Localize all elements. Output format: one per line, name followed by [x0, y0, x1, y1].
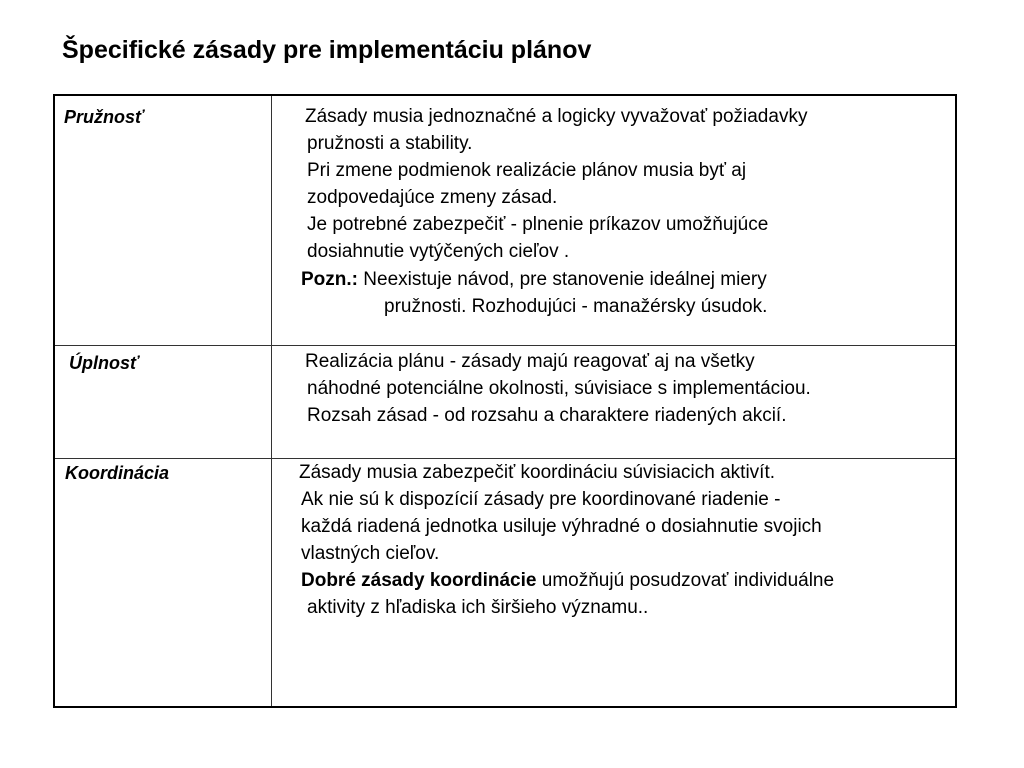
- row-text-line: aktivity z hľadiska ich širšieho významu..: [307, 597, 649, 618]
- row-text-line: dosiahnutie vytýčených cieľov .: [307, 241, 570, 262]
- column-divider: [271, 96, 272, 706]
- coordination-highlight-line: [301, 569, 834, 593]
- row-text-line: vlastných cieľov.: [301, 543, 440, 564]
- row-text-line: Realizácia plánu - zásady majú reagovať aj na všetky: [305, 351, 755, 372]
- row-text-line: pružnosti a stability.: [307, 133, 473, 154]
- row-text-line: náhodné potenciálne okolnosti, súvisiace s implementáciou.: [307, 378, 811, 399]
- row-text-line: zodpovedajúce zmeny zásad.: [307, 187, 558, 208]
- slide-title: Špecifické zásady pre implementáciu plánov: [62, 36, 592, 64]
- row-label-uplnost: Úplnosť: [69, 353, 139, 373]
- row-text-line: Je potrebné zabezpečiť - plnenie príkazov umožňujúce: [307, 214, 769, 235]
- principles-table: [53, 94, 957, 708]
- highlight-continuation: umožňujú posudzovať individuálne: [536, 570, 835, 591]
- row-text-line: každá riadená jednotka usiluje výhradné o dosiahnutie svojich: [301, 516, 822, 537]
- row-text-line: Ak nie sú k dispozícií zásady pre koordinované riadenie -: [301, 489, 781, 510]
- row-divider: [55, 345, 955, 346]
- row-label-pruznost: Pružnosť: [64, 107, 144, 127]
- note-line-continued: pružnosti. Rozhodujúci - manažérsky úsudok.: [384, 296, 768, 317]
- note-label: Pozn.:: [301, 269, 358, 290]
- row-text-line: Rozsah zásad - od rozsahu a charaktere riadených akcií.: [307, 405, 787, 426]
- bold-phrase: Dobré zásady koordinácie: [301, 570, 537, 591]
- row-text-line: Pri zmene podmienok realizácie plánov musia byť aj: [307, 160, 747, 181]
- note-line: [301, 268, 767, 292]
- row-label-koordinacia: Koordinácia: [65, 463, 170, 483]
- note-text: Neexistuje návod, pre stanovenie ideálnej miery: [358, 269, 767, 290]
- row-text-line: Zásady musia zabezpečiť koordináciu súvisiacich aktivít.: [299, 462, 776, 483]
- row-text-line: Zásady musia jednoznačné a logicky vyvažovať požiadavky: [305, 106, 808, 127]
- row-divider: [55, 458, 955, 459]
